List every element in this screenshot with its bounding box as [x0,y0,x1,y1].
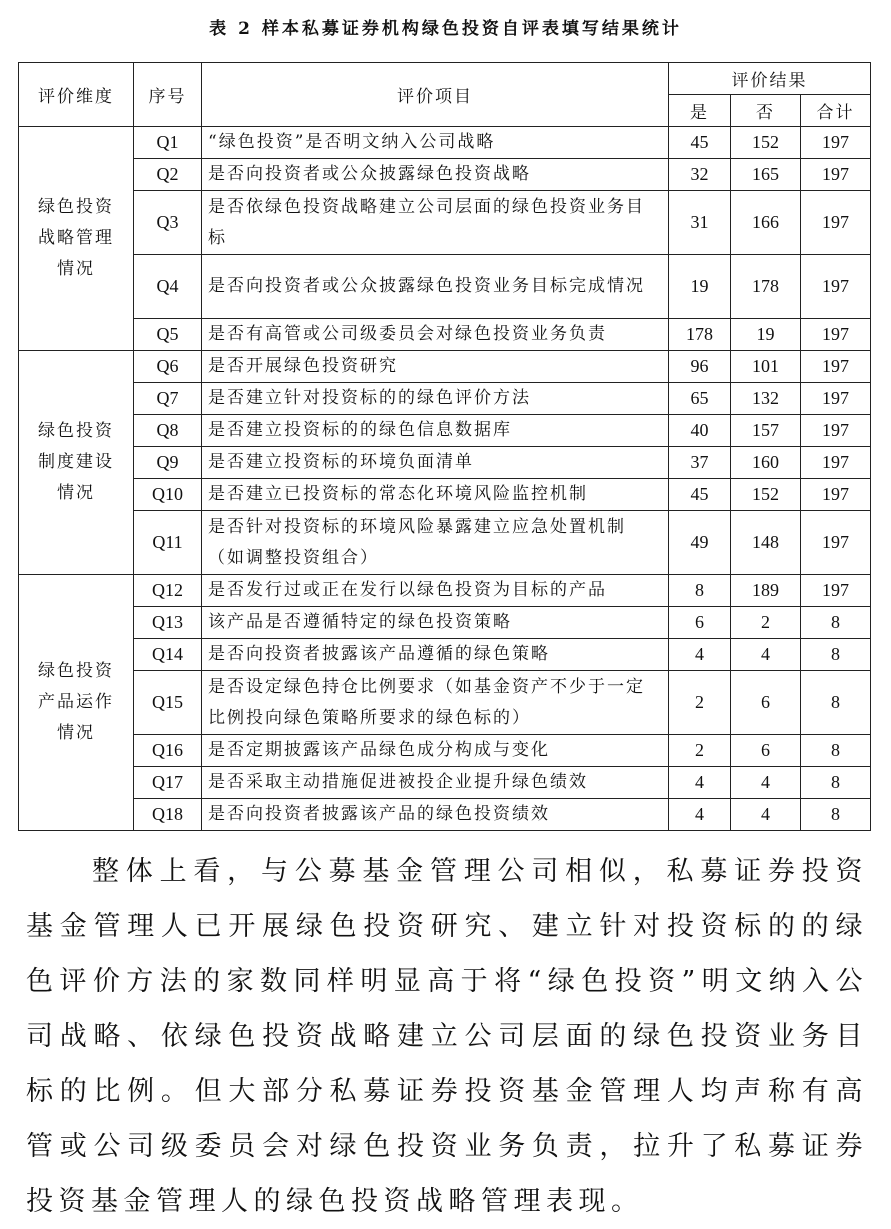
yes-count: 4 [669,639,731,671]
question-item: 是否建立投资标的的绿色信息数据库 [202,415,669,447]
question-item: 是否建立针对投资标的的绿色评价方法 [202,383,669,415]
question-item: 是否依绿色投资战略建立公司层面的绿色投资业务目标 [202,191,669,255]
question-number: Q15 [134,671,202,735]
question-item: 是否向投资者披露该产品遵循的绿色策略 [202,639,669,671]
total-count: 8 [801,607,871,639]
no-count: 166 [731,191,801,255]
no-count: 165 [731,159,801,191]
question-item: 该产品是否遵循特定的绿色投资策略 [202,607,669,639]
no-count: 152 [731,127,801,159]
yes-count: 2 [669,671,731,735]
no-count: 157 [731,415,801,447]
table-row [19,479,871,511]
question-number: Q1 [134,127,202,159]
yes-count: 178 [669,319,731,351]
question-item: 是否设定绿色持仓比例要求（如基金资产不少于一定比例投向绿色策略所要求的绿色标的） [202,671,669,735]
question-number: Q8 [134,415,202,447]
question-number: Q5 [134,319,202,351]
table-row [19,351,871,383]
question-item: 是否采取主动措施促进被投企业提升绿色绩效 [202,767,669,799]
body-paragraph: 整体上看，与公募基金管理公司相似，私募证券投资基金管理人已开展绿色投资研究、建立针对投资标的的绿色评价方法的家数同样明显高于将“绿色投资”明文纳入公司战略、依绿色投资战略建立公司层面的绿色投资业务目标的比例。但大部分私募证券投资基金管理人均声称有高管或公司级委员会对绿色投资业务负责，拉升了私募证券投资基金管理人的绿色投资战略管理表现。 [26,856,868,1217]
dimension-cell: 绿色投资产品运作情况 [19,575,134,831]
total-count: 197 [801,127,871,159]
question-item: 是否有高管或公司级委员会对绿色投资业务负责 [202,319,669,351]
yes-count: 31 [669,191,731,255]
table-row [19,415,871,447]
total-count: 197 [801,383,871,415]
yes-count: 65 [669,383,731,415]
table-body [19,127,871,831]
question-number: Q12 [134,575,202,607]
question-number: Q18 [134,799,202,831]
table-row [19,159,871,191]
header-dimension: 评价维度 [19,63,134,127]
question-number: Q16 [134,735,202,767]
yes-count: 45 [669,127,731,159]
header-no: 否 [731,95,801,127]
yes-count: 4 [669,767,731,799]
total-count: 197 [801,479,871,511]
question-item: 是否向投资者或公众披露绿色投资战略 [202,159,669,191]
question-number: Q9 [134,447,202,479]
yes-count: 32 [669,159,731,191]
no-count: 189 [731,575,801,607]
total-count: 197 [801,575,871,607]
table-row [19,735,871,767]
question-number: Q3 [134,191,202,255]
question-item: 是否建立投资标的环境负面清单 [202,447,669,479]
table-row [19,127,871,159]
table-row [19,511,871,575]
no-count: 160 [731,447,801,479]
table-caption: 表 2 样本私募证券机构绿色投资自评表填写结果统计 [209,19,682,39]
total-count: 197 [801,191,871,255]
total-count: 197 [801,415,871,447]
no-count: 19 [731,319,801,351]
yes-count: 49 [669,511,731,575]
dimension-cell: 绿色投资战略管理情况 [19,127,134,351]
question-number: Q13 [134,607,202,639]
yes-count: 2 [669,735,731,767]
header-yes: 是 [669,95,731,127]
total-count: 197 [801,319,871,351]
no-count: 101 [731,351,801,383]
question-item: 是否定期披露该产品绿色成分构成与变化 [202,735,669,767]
question-item: 是否向投资者披露该产品的绿色投资绩效 [202,799,669,831]
table-row [19,767,871,799]
table-row [19,671,871,735]
no-count: 2 [731,607,801,639]
total-count: 8 [801,639,871,671]
yes-count: 37 [669,447,731,479]
question-number: Q17 [134,767,202,799]
no-count: 148 [731,511,801,575]
table-row [19,607,871,639]
yes-count: 8 [669,575,731,607]
question-number: Q6 [134,351,202,383]
total-count: 197 [801,447,871,479]
total-count: 8 [801,799,871,831]
no-count: 152 [731,479,801,511]
question-number: Q11 [134,511,202,575]
table-row [19,255,871,319]
question-item: 是否向投资者或公众披露绿色投资业务目标完成情况 [202,255,669,319]
total-count: 8 [801,671,871,735]
no-count: 4 [731,799,801,831]
question-item: 是否开展绿色投资研究 [202,351,669,383]
question-item: 是否针对投资标的环境风险暴露建立应急处置机制（如调整投资组合） [202,511,669,575]
table-row [19,575,871,607]
no-count: 6 [731,735,801,767]
header-item: 评价项目 [202,63,669,127]
no-count: 178 [731,255,801,319]
header-result: 评价结果 [669,63,871,95]
total-count: 8 [801,735,871,767]
total-count: 197 [801,511,871,575]
no-count: 6 [731,671,801,735]
question-item: 是否建立已投资标的常态化环境风险监控机制 [202,479,669,511]
table-row [19,799,871,831]
question-number: Q14 [134,639,202,671]
no-count: 4 [731,767,801,799]
table-row [19,383,871,415]
question-number: Q10 [134,479,202,511]
yes-count: 6 [669,607,731,639]
question-number: Q4 [134,255,202,319]
question-number: Q7 [134,383,202,415]
total-count: 197 [801,255,871,319]
table-row [19,191,871,255]
no-count: 132 [731,383,801,415]
total-count: 197 [801,351,871,383]
question-item: “绿色投资”是否明文纳入公司战略 [202,127,669,159]
no-count: 4 [731,639,801,671]
question-item: 是否发行过或正在发行以绿色投资为目标的产品 [202,575,669,607]
yes-count: 45 [669,479,731,511]
yes-count: 4 [669,799,731,831]
table-row [19,319,871,351]
results-table [18,62,871,831]
header-total: 合计 [801,95,871,127]
yes-count: 40 [669,415,731,447]
table-row [19,639,871,671]
question-number: Q2 [134,159,202,191]
dimension-cell: 绿色投资制度建设情况 [19,351,134,575]
header-number: 序号 [134,63,202,127]
total-count: 197 [801,159,871,191]
table-row [19,447,871,479]
yes-count: 96 [669,351,731,383]
total-count: 8 [801,767,871,799]
yes-count: 19 [669,255,731,319]
